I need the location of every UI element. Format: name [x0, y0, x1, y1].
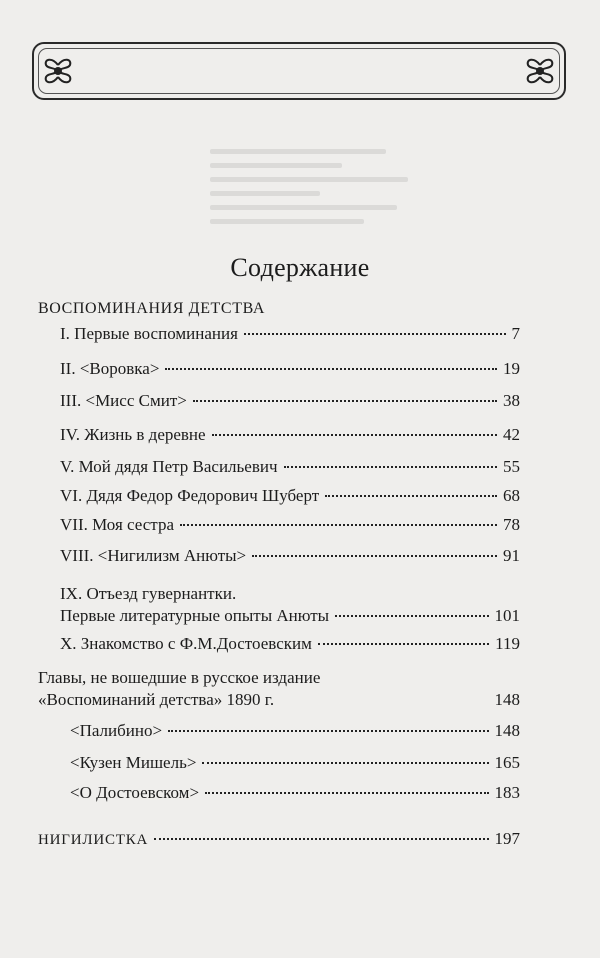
right-ornament-icon [520, 53, 560, 89]
toc-entry [70, 782, 520, 804]
toc-page: 91 [503, 546, 520, 565]
toc-page: 197 [494, 829, 520, 848]
toc-page: 119 [495, 634, 520, 653]
toc-label: VIII. <Нигилизм Анюты> [60, 546, 247, 565]
toc-entry [60, 545, 520, 567]
toc-label: VII. Моя сестра [60, 515, 174, 534]
toc-label: <Кузен Мишель> [70, 753, 197, 772]
toc-page: 38 [503, 391, 520, 410]
toc-entry [60, 485, 520, 507]
toc-page: 68 [503, 486, 520, 505]
toc-label-line1: Главы, не вошедшие в русское издание [38, 668, 321, 687]
toc-entry [60, 514, 520, 536]
decorative-frame [32, 42, 566, 100]
toc-label: VI. Дядя Федор Федорович Шуберт [60, 486, 320, 505]
toc-entry-multiline [60, 583, 520, 627]
toc-page: 78 [503, 515, 520, 534]
toc-label: IV. Жизнь в деревне [60, 425, 206, 444]
leader-dots [284, 466, 497, 468]
leader-dots [335, 615, 488, 617]
leader-dots [205, 792, 488, 794]
toc-label: НИГИЛИСТКА [38, 832, 149, 848]
toc-entry-multiline [38, 667, 520, 711]
toc-entry [60, 323, 520, 345]
toc-page: 55 [503, 457, 520, 476]
toc-entry [70, 752, 520, 774]
section-heading: ВОСПОМИНАНИЯ ДЕТСТВА [38, 300, 265, 317]
toc-label: II. <Воровка> [60, 359, 160, 378]
page-title: Содержание [230, 253, 370, 282]
toc-label: X. Знакомство с Ф.М.Достоевским [60, 634, 312, 653]
toc-label: V. Мой дядя Петр Васильевич [60, 457, 278, 476]
toc-label: <Палибино> [70, 721, 163, 740]
toc-page: 42 [503, 425, 520, 444]
toc-label: III. <Мисс Смит> [60, 391, 187, 410]
leader-dots [252, 555, 497, 557]
leader-dots [202, 762, 488, 764]
leader-dots [325, 495, 497, 497]
toc-page: 7 [511, 324, 520, 343]
toc-page: 148 [494, 690, 520, 709]
toc-label: <О Достоевском> [70, 783, 200, 802]
toc-entry [60, 456, 520, 478]
toc-entry [60, 358, 520, 380]
toc-entry [60, 633, 520, 655]
leader-dots [168, 730, 488, 732]
toc-label-line2: «Воспоминаний детства» 1890 г. [38, 690, 275, 709]
toc-label-line2: Первые литературные опыты Анюты [60, 606, 330, 625]
toc-page: 165 [494, 753, 520, 772]
left-ornament-icon [38, 53, 78, 89]
leader-dots [180, 524, 497, 526]
toc-entry [60, 390, 520, 412]
leader-dots [193, 400, 497, 402]
leader-dots [318, 643, 489, 645]
leader-dots [212, 434, 497, 436]
leader-dots [244, 333, 506, 335]
toc-page: 101 [494, 606, 520, 625]
toc-entry [60, 424, 520, 446]
toc-page: 183 [494, 783, 520, 802]
frame-inner-border [38, 48, 560, 94]
toc-entry [38, 828, 520, 851]
leader-dots [165, 368, 497, 370]
leader-dots [154, 838, 488, 840]
toc-label-line1: IX. Отъезд гувернантки. [60, 584, 237, 603]
toc-label: I. Первые воспоминания [60, 324, 238, 343]
toc-entry [70, 720, 520, 742]
toc-page: 148 [494, 721, 520, 740]
toc-page: 19 [503, 359, 520, 378]
